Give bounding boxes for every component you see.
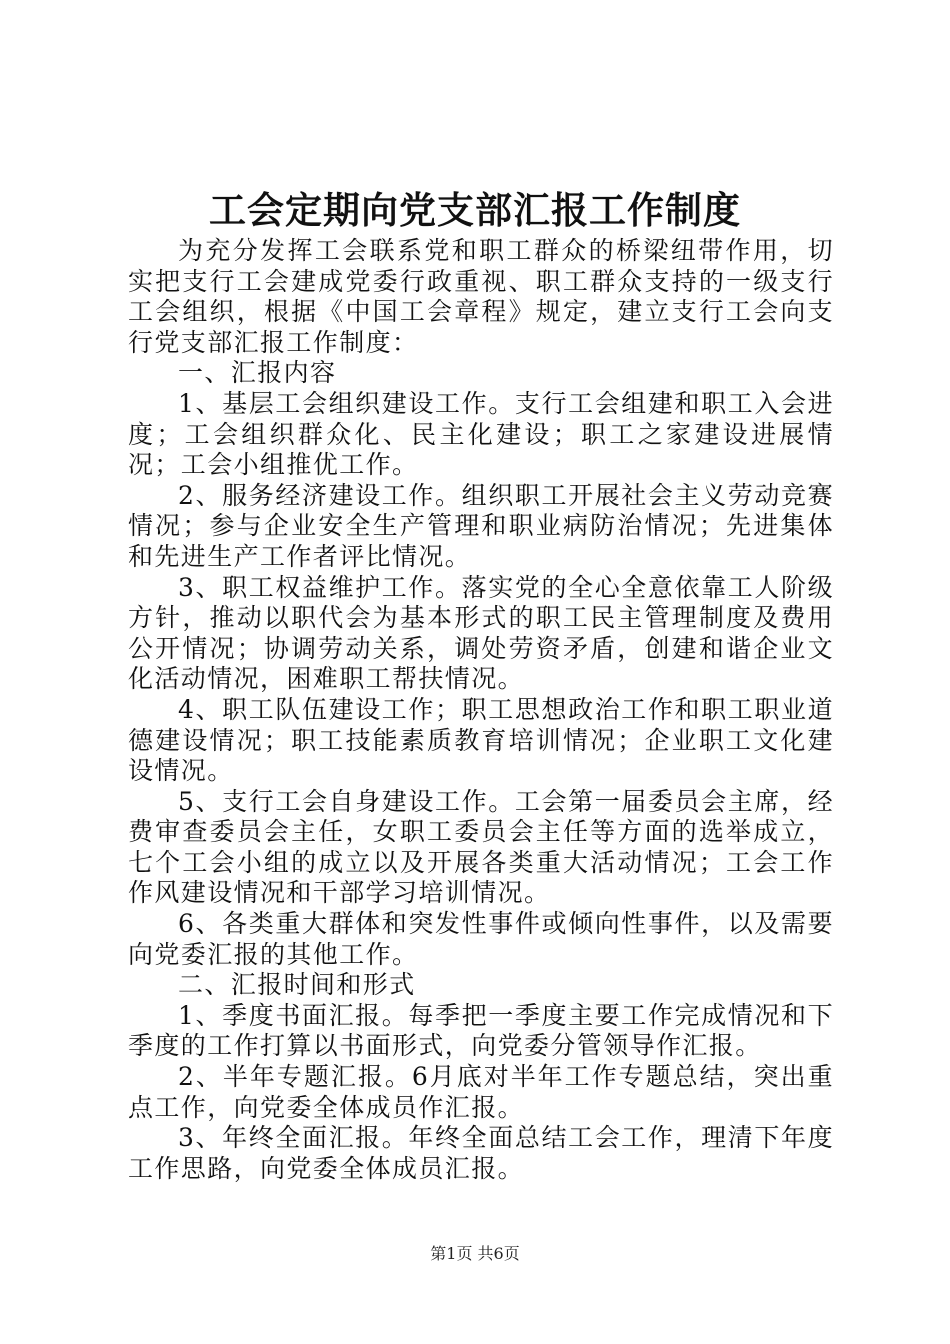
paragraph-time-3: 3、年终全面汇报。年终全面总结工会工作，理清下年度工作思路，向党委全体成员汇报。	[128, 1123, 834, 1183]
document-title: 工会定期向党支部汇报工作制度	[209, 188, 741, 232]
paragraph-time-2: 2、半年专题汇报。6月底对半年工作专题总结，突出重点工作，向党委全体成员作汇报。	[128, 1062, 834, 1122]
paragraph-item-5: 5、支行工会自身建设工作。工会第一届委员会主席，经费审查委员会主任，女职工委员会主任等方面的选举成立，七个工会小组的成立以及开展各类重大活动情况；工会工作作风建设情况和干部学习培训情况。	[128, 786, 834, 908]
paragraph-time-1: 1、季度书面汇报。每季把一季度主要工作完成情况和下季度的工作打算以书面形式，向党委分管领导作汇报。	[128, 1000, 834, 1061]
intro-paragraph: 为充分发挥工会联系党和职工群众的桥梁纽带作用，切实把支行工会建成党委行政重视、职工群众支持的一级支行工会组织，根据《中国工会章程》规定，建立支行工会向支行党支部汇报工作制度：	[128, 236, 834, 357]
paragraph-item-2: 2、服务经济建设工作。组织职工开展社会主义劳动竞赛情况；参与企业安全生产管理和职业病防治情况；先进集体和先进生产工作者评比情况。	[128, 480, 834, 571]
document-body	[128, 236, 834, 1184]
section-heading-report-time-form: 二、汇报时间和形式	[178, 970, 416, 1000]
paragraph-item-3: 3、职工权益维护工作。落实党的全心全意依靠工人阶级方针，推动以职代会为基本形式的职工民主管理制度及费用公开情况；协调劳动关系，调处劳资矛盾，创建和谐企业文化活动情况，困难职工帮扶情况。	[128, 572, 834, 694]
paragraph-item-6: 6、各类重大群体和突发性事件或倾向性事件，以及需要向党委汇报的其他工作。	[128, 909, 834, 969]
page-number-footer: 第1页 共6页	[430, 1244, 520, 1263]
section-heading-report-content: 一、汇报内容	[178, 358, 337, 388]
paragraph-item-4: 4、职工队伍建设工作；职工思想政治工作和职工职业道德建设情况；职工技能素质教育培训情况；企业职工文化建设情况。	[128, 694, 834, 786]
paragraph-item-1: 1、基层工会组织建设工作。支行工会组建和职工入会进度；工会组织群众化、民主化建设；职工之家建设进展情况；工会小组推优工作。	[128, 388, 834, 480]
